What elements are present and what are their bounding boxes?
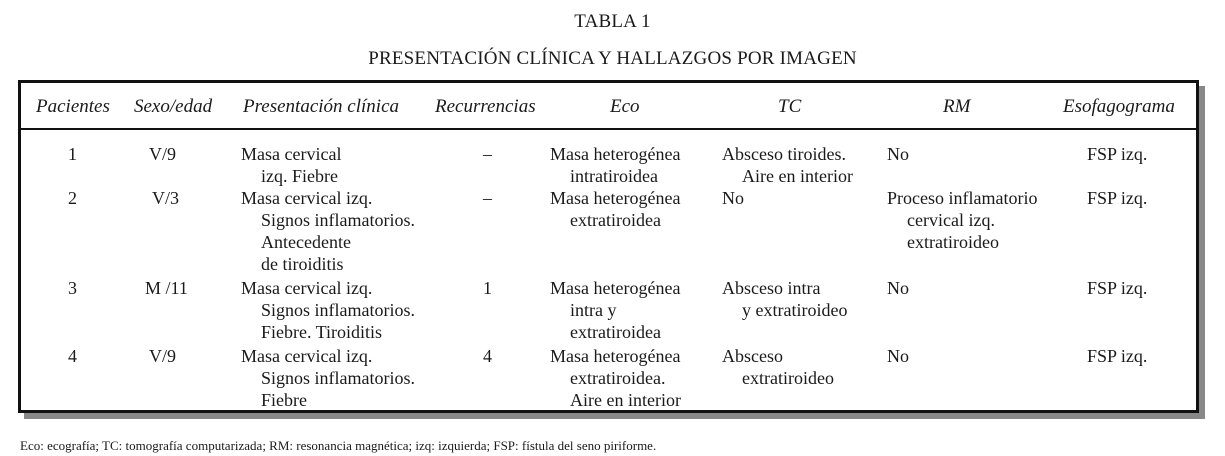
cell-tc: Absceso intra (722, 278, 821, 298)
cell-presentacion: de tiroiditis (261, 254, 344, 274)
cell-rm: No (887, 346, 909, 366)
cell-sexo-edad: V/3 (152, 188, 179, 208)
cell-eco: Masa heterogénea (550, 278, 681, 298)
cell-eco: intra y (570, 300, 617, 320)
cell-eco: Masa heterogénea (550, 188, 681, 208)
cell-sexo-edad: M /11 (145, 278, 188, 298)
cell-eco: extratiroidea. (570, 368, 666, 388)
cell-rm: cervical izq. (907, 210, 995, 230)
header-eco: Eco (610, 96, 640, 117)
cell-presentacion: Signos inflamatorios. (261, 300, 415, 320)
cell-recurrencias: 1 (483, 278, 492, 298)
header-rule (18, 128, 1199, 130)
header-pacientes: Pacientes (36, 96, 110, 117)
cell-tc: Absceso (722, 346, 783, 366)
cell-eco: Masa heterogénea (550, 144, 681, 164)
table-footnote: Eco: ecografía; TC: tomografía computarizada; RM: resonancia magnética; izq: izquierda; FSP: fístula del seno piriforme. (20, 438, 657, 453)
cell-presentacion: Fiebre. Tiroiditis (261, 322, 383, 342)
cell-eco: intratiroidea (570, 166, 658, 186)
header-sexo-edad: Sexo/edad (134, 96, 213, 117)
cell-rm: Proceso inflamatorio (887, 188, 1038, 208)
cell-recurrencias: 4 (483, 346, 492, 366)
header-rm: RM (943, 96, 971, 117)
cell-presentacion: Masa cervical izq. (241, 278, 373, 298)
cell-rm: extratiroideo (907, 232, 999, 252)
cell-recurrencias: – (483, 144, 492, 164)
cell-esofagograma: FSP izq. (1087, 144, 1148, 164)
cell-presentacion: izq. Fiebre (261, 166, 338, 186)
cell-esofagograma: FSP izq. (1087, 188, 1148, 208)
cell-paciente: 2 (68, 188, 77, 208)
cell-eco: Masa heterogénea (550, 346, 681, 366)
cell-eco: extratiroidea (570, 322, 661, 342)
cell-rm: No (887, 144, 909, 164)
cell-tc: No (722, 188, 744, 208)
cell-presentacion: Masa cervical izq. (241, 188, 373, 208)
header-recurrencias: Recurrencias (435, 96, 536, 117)
cell-paciente: 4 (68, 346, 77, 366)
header-esofagograma: Esofagograma (1063, 96, 1175, 117)
cell-recurrencias: – (483, 188, 492, 208)
cell-esofagograma: FSP izq. (1087, 278, 1148, 298)
cell-tc: Aire en interior (742, 166, 853, 186)
table-title: PRESENTACIÓN CLÍNICA Y HALLAZGOS POR IMAGEN (368, 48, 857, 69)
cell-presentacion: Masa cervical (241, 144, 342, 164)
cell-presentacion: Signos inflamatorios. (261, 210, 415, 230)
cell-eco: extratiroidea (570, 210, 661, 230)
cell-tc: Absceso tiroides. (722, 144, 846, 164)
table-number: TABLA 1 (574, 11, 651, 32)
cell-tc: extratiroideo (742, 368, 834, 388)
cell-paciente: 1 (68, 144, 77, 164)
header-presentacion: Presentación clínica (243, 96, 399, 117)
cell-paciente: 3 (68, 278, 77, 298)
cell-sexo-edad: V/9 (149, 346, 176, 366)
cell-sexo-edad: V/9 (149, 144, 176, 164)
cell-rm: No (887, 278, 909, 298)
cell-presentacion: Masa cervical izq. (241, 346, 373, 366)
cell-presentacion: Fiebre (261, 390, 307, 410)
cell-presentacion: Signos inflamatorios. (261, 368, 415, 388)
cell-tc: y extratiroideo (742, 300, 848, 320)
header-tc: TC (778, 96, 802, 117)
cell-eco: Aire en interior (570, 390, 681, 410)
cell-presentacion: Antecedente (261, 232, 351, 252)
cell-esofagograma: FSP izq. (1087, 346, 1148, 366)
